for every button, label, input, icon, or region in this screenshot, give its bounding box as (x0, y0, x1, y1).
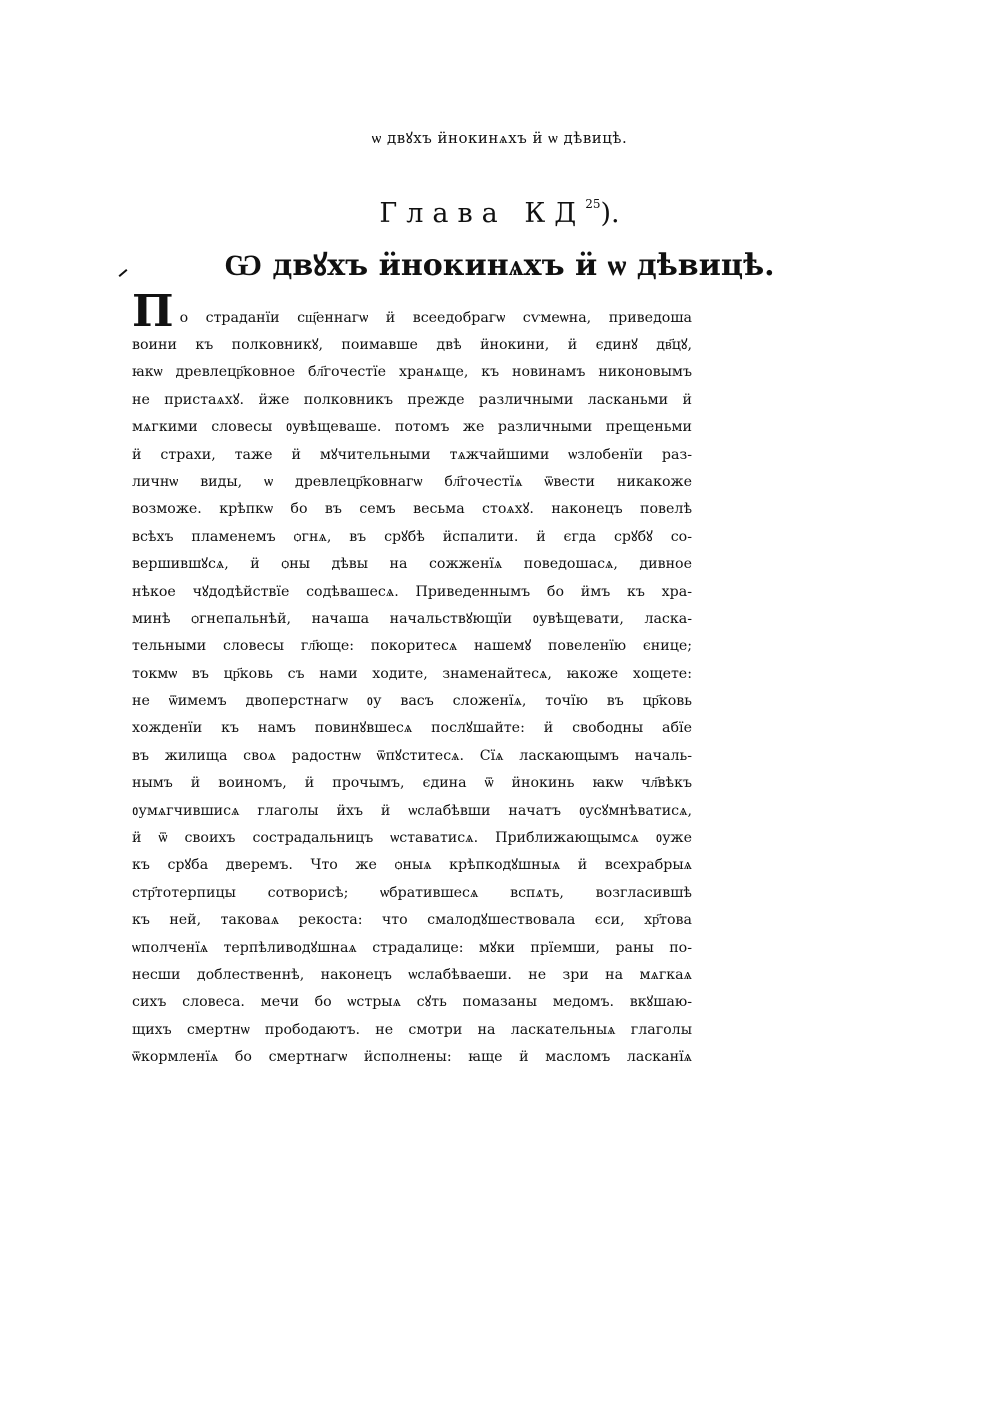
drop-cap: П (132, 286, 174, 337)
first-line (132, 286, 692, 337)
chapter-heading (0, 186, 999, 232)
text-line: личнѡ виды, ѡ древлецр҃ковнагѡ бл҃гочестїѧ ѿвести никакоже (132, 473, 692, 490)
text-line: сихъ словеса. мечи бо ѡстрыѧ сꙋть помазаны медомъ. вкꙋшаю- (132, 994, 692, 1011)
text-line: не ѿимемъ двоперстнагѡ ᲂу васъ сложенїѧ, точїю въ цр҃ковь (132, 693, 692, 710)
text-line: нымъ ӥ воиномъ, ӥ прочымъ, єдина ѿ ӥнокинь ꙗкѡ чл҃вѣкъ (132, 775, 692, 792)
text-line: ѿкормленїѧ бо смертнагѡ ӥсполнены: ꙗще ӥ масломъ ласканїѧ (132, 1049, 692, 1066)
chapter-number: КД (524, 198, 586, 229)
text-line: щихъ смертнѡ прободаютъ. не смотри на ласкательныѧ глаголы (132, 1021, 692, 1038)
chapter-title: Ѡ двꙋхъ ӥнокинѧхъ ӥ ѡ дѣвицѣ. (224, 248, 775, 283)
text-line: ӥ страхи, таже ӥ мꙋчительными тѧжчайшими ѡзлобенїи раз- (132, 446, 692, 463)
footnote-reference: 25 (585, 197, 601, 211)
text-line: ꙗкѡ древлецр҃ковное бл҃гочестїе хранѧще, къ новинамъ никоновымъ (132, 364, 692, 381)
text-line: возможе. крѣпкѡ бо въ семъ весьма стоѧхꙋ. наконецъ повелѣ (132, 501, 692, 518)
text-line: тельными словесы гл҃юще: покоритесѧ нашемꙋ повеленїю єнице; (132, 638, 692, 655)
text-line: мѧгкими словесы ᲂувѣщеваше. потомъ же различными прещеньми (132, 419, 692, 436)
text-line: ᲂумѧгчившисѧ глаголы ӥхъ ӥ ѡслабѣвши начатъ ᲂусꙋмнѣватисѧ, (132, 802, 692, 819)
text-line: къ ней, таковаѧ рекоста: что смалодꙋшествовала єси, хр҃това (132, 912, 692, 929)
text-line: всѣхъ пламенемъ ѻгнѧ, въ срꙋбѣ ӥспалити. ӥ єгда срꙋбꙋ со- (132, 528, 692, 545)
first-line-text: о страданїи сщ҃еннагѡ ӥ всеедобрагѡ сѵмеѡна, приведоша (179, 309, 692, 326)
text-line: вершившꙋсѧ, ӥ ѻны дѣвы на сожженїѧ поведошасѧ, дивное (132, 556, 692, 573)
text-line: нѣкое чꙋдодѣйствїе содѣвашесѧ. Приведеннымъ бо ӥмъ къ хра- (132, 583, 692, 600)
chapter-heading-close: ). (600, 198, 620, 229)
text-line: къ срꙋба дверемъ. Что же ѻныѧ крѣпкодꙋшныѧ ӥ всехрабрыѧ (132, 857, 692, 874)
text-line: въ жилища своѧ радостнѡ ѿпꙋститесѧ. Сїѧ ласкающымъ началь- (132, 747, 692, 764)
text-line: минѣ ѻгнепальнѣй, начаша начальствꙋющїи ᲂувѣщевати, ласка- (132, 610, 692, 627)
text-line: токмѡ въ цр҃ковь съ нами ходите, знаменайтесѧ, ꙗкоже хощете: (132, 665, 692, 682)
text-line: стр҃тотерпицы сотворисѣ; ѡбратившесѧ вспѧть, возгласившѣ (132, 884, 692, 901)
text-line: ӥ ѿ своихъ сострадальницъ ѡставатисѧ. Приближающымсѧ ᲂуже (132, 830, 692, 847)
text-line: воини къ полковникꙋ, поимавше двѣ ӥнокини, ӥ єдинꙋ дв҃цꙋ, (132, 337, 692, 353)
running-head: ѡ двꙋхъ ӥнокинѧхъ ӥ ѡ дѣвицѣ. (371, 129, 628, 147)
text-line: хожденїи къ намъ повинꙋвшесѧ послꙋшайте: ӥ свободны абїе (132, 720, 692, 737)
text-line: не пристаѧхꙋ. ӥже полковникъ прежде различными ласканьми ӥ (132, 391, 692, 408)
chapter-heading-word: Глава (379, 198, 507, 229)
text-line: несши доблественнѣ, наконецъ ѡслабѣваеши. не зри на мѧгкаѧ (132, 966, 692, 983)
text-line: ѡполченїѧ терпѣливодꙋшнаѧ страдалице: мꙋки прїемши, раны по- (132, 939, 692, 956)
body-text (132, 286, 692, 1072)
